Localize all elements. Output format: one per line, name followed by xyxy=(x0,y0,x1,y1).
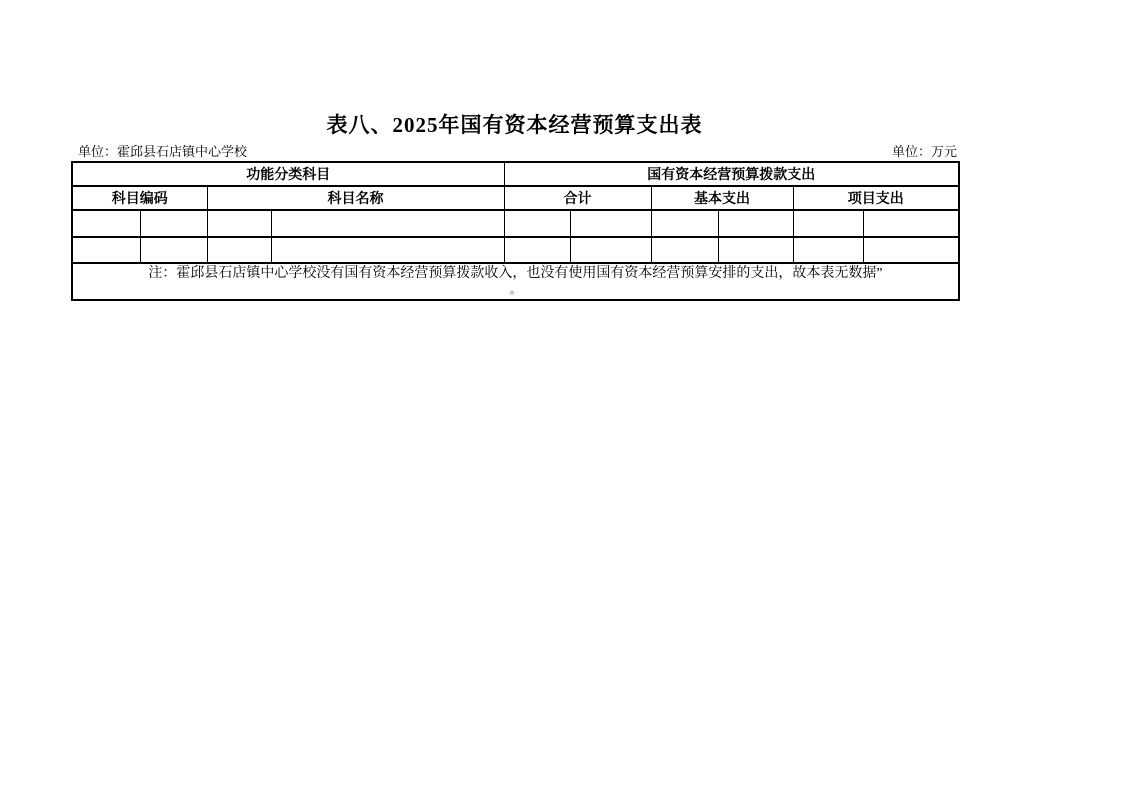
group-header-functional-classification: 功能分类科目 xyxy=(72,162,504,186)
empty-cell xyxy=(140,237,207,263)
page-title: 表八、2025年国有资本经营预算支出表 xyxy=(326,113,703,137)
note-text-continuation: 。 xyxy=(510,283,521,296)
col-header-total: 合计 xyxy=(504,186,651,210)
empty-cell xyxy=(271,210,504,237)
empty-cell xyxy=(140,210,207,237)
empty-cell xyxy=(570,237,651,263)
sub-header-row xyxy=(72,186,959,210)
empty-cell xyxy=(570,210,651,237)
empty-cell xyxy=(793,237,863,263)
empty-cell xyxy=(72,210,140,237)
group-header-state-capital-budget-expenditure: 国有资本经营预算拨款支出 xyxy=(504,162,959,186)
unit-label-currency: 单位：万元 xyxy=(891,144,957,159)
unit-label-organization: 单位：霍邱县石店镇中心学校 xyxy=(78,144,248,159)
unit-labels-row xyxy=(71,144,958,160)
group-header-row xyxy=(72,162,959,186)
empty-cell xyxy=(863,210,959,237)
budget-table xyxy=(71,161,960,301)
empty-cell xyxy=(72,237,140,263)
empty-cell xyxy=(207,210,271,237)
col-header-basic-expenditure: 基本支出 xyxy=(651,186,793,210)
table-note xyxy=(72,263,959,300)
table-row xyxy=(72,210,959,237)
col-header-subject-code: 科目编码 xyxy=(72,186,207,210)
empty-cell xyxy=(504,237,570,263)
table-row xyxy=(72,237,959,263)
note-row xyxy=(72,263,959,300)
empty-cell xyxy=(793,210,863,237)
document-content xyxy=(71,0,958,301)
note-text: 注：霍邱县石店镇中心学校没有国有资本经营预算拨款收入，也没有使用国有资本经营预算安排的支出，故本表无数据” xyxy=(148,265,883,281)
empty-cell xyxy=(863,237,959,263)
empty-cell xyxy=(651,237,718,263)
empty-cell xyxy=(718,237,793,263)
empty-cell xyxy=(271,237,504,263)
empty-cell xyxy=(504,210,570,237)
empty-cell xyxy=(651,210,718,237)
col-header-project-expenditure: 项目支出 xyxy=(793,186,959,210)
empty-cell xyxy=(207,237,271,263)
empty-cell xyxy=(718,210,793,237)
col-header-subject-name: 科目名称 xyxy=(207,186,504,210)
